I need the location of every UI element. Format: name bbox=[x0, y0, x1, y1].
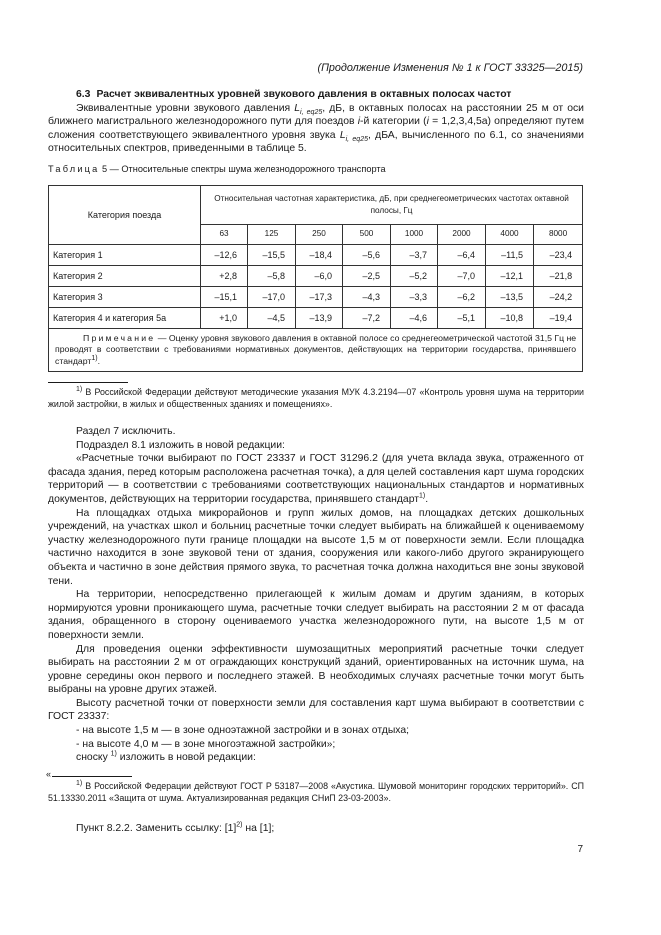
section-6-3 bbox=[48, 88, 584, 156]
section-title: Расчет эквивалентных уровней звукового давления в октавных полосах частот bbox=[96, 89, 512, 100]
header-note: (Продолжение Изменения № 1 к ГОСТ 33325—2015) bbox=[317, 62, 583, 74]
value-cell: –6,4 bbox=[438, 244, 486, 265]
value-cell: –2,5 bbox=[343, 265, 391, 286]
value-cell: –17,0 bbox=[248, 286, 296, 307]
text-run: . bbox=[425, 493, 429, 505]
symbol-subscript: i, eq25 bbox=[300, 108, 323, 116]
value-cell: –5,6 bbox=[343, 244, 391, 265]
value-cell: –13,9 bbox=[296, 307, 343, 328]
list-item: - на высоте 1,5 м — в зоне одноэтажной застройки и в зонах отдыха; bbox=[76, 725, 410, 737]
header-category: Категория поезда bbox=[49, 185, 201, 244]
frequency-cell: 1000 bbox=[391, 224, 438, 244]
text-run: Пункт 8.2.2. Заменить ссылку: [1] bbox=[76, 823, 237, 834]
list-item: - на высоте 4,0 м — в зоне многоэтажной застройки»; bbox=[76, 738, 336, 750]
text-run: изложить в новой редакции: bbox=[116, 752, 256, 764]
value-cell: –7,2 bbox=[343, 307, 391, 328]
paragraph: Для проведения оценки эффективности шумозащитных мероприятий расчетные точки следует выбирать на расстоянии 2 м от ограждающих конструкций зданий, ориентированных на источник шума, на уровне середины окон первого и последнего этажей. В необходимых случаях расчетные точки могут быть выбраны на уровне других этажей. bbox=[48, 643, 584, 696]
note-text: — Оценку уровня звукового давления в октавной полосе со среднегеометрической частотой 31,5 Гц не проводят в соответствии с требованиями нормативных документов, действующих на территории государства, принявшего стандарт bbox=[55, 332, 577, 366]
text-run: «Расчетные точки выбирают по ГОСТ 23337 и ГОСТ 31296.2 (для учета вклада звука, отраженного от фасада здания, перед которым расположена расчетная точка), а для целей составления карт шума городских территорий — в соответствии с требованиями соответствующих национальных стандартов и нормативных документов, действующих на территории государства, принявшего стандарт bbox=[48, 453, 584, 505]
footnote-mark: 1) bbox=[76, 386, 83, 394]
value-cell: –18,4 bbox=[296, 244, 343, 265]
frequency-cell: 63 bbox=[201, 224, 248, 244]
category-cell: Категория 2 bbox=[49, 265, 201, 286]
footnote-ref: 1) bbox=[110, 750, 117, 758]
frequency-cell: 250 bbox=[296, 224, 343, 244]
table-note-row bbox=[49, 328, 583, 372]
category-cell: Категория 1 bbox=[49, 244, 201, 265]
value-cell: –5,2 bbox=[391, 265, 438, 286]
value-cell: +2,8 bbox=[201, 265, 248, 286]
table-caption bbox=[48, 163, 584, 177]
value-cell: –23,4 bbox=[534, 244, 583, 265]
footnote-2 bbox=[48, 780, 584, 804]
value-cell: –4,3 bbox=[343, 286, 391, 307]
paragraph: Раздел 7 исключить. bbox=[76, 426, 176, 437]
table-note bbox=[49, 328, 583, 372]
symbol-L: L bbox=[339, 129, 346, 141]
table-row bbox=[49, 265, 583, 286]
text-run: , дБ, в октавных полосах на расстоянии 25 м от оси ближнего магистрального железнодорожного пути для поездов bbox=[48, 102, 584, 128]
paragraph bbox=[48, 751, 584, 765]
text-run: -й категории ( bbox=[360, 116, 427, 128]
value-cell: –11,5 bbox=[486, 244, 534, 265]
footnote-text: В Российской Федерации действуют ГОСТ Р 53187—2008 «Акустика. Шумовой мониторинг городских территорий». СП 51.13330.2011 «Защита от шума. Актуализированная редакция СНиП 23-03-2003». bbox=[48, 781, 584, 803]
value-cell: –19,4 bbox=[534, 307, 583, 328]
value-cell: –12,1 bbox=[486, 265, 534, 286]
value-cell: –6,2 bbox=[438, 286, 486, 307]
text-run: сноску bbox=[76, 752, 111, 764]
note-label: Примечание bbox=[83, 332, 156, 343]
header-frequency-group: Относительная частотная характеристика, дБ, при среднегеометрических частотах октавной полосы, Гц bbox=[201, 185, 583, 224]
category-cell: Категория 4 и категория 5а bbox=[49, 307, 201, 328]
frequency-cell: 8000 bbox=[534, 224, 583, 244]
value-cell: –4,6 bbox=[391, 307, 438, 328]
value-cell: –24,2 bbox=[534, 286, 583, 307]
value-cell: –12,6 bbox=[201, 244, 248, 265]
paragraph bbox=[48, 452, 584, 506]
value-cell: –5,8 bbox=[248, 265, 296, 286]
footnote-text: В Российской Федерации действуют методические указания МУК 4.3.2194—07 «Контроль уровня шума на территории жилой застройки, в жилых и общественных зданиях и помещениях». bbox=[48, 387, 584, 409]
text-run: . bbox=[97, 355, 101, 366]
open-quote: « bbox=[46, 769, 52, 779]
value-cell: –3,3 bbox=[391, 286, 438, 307]
paragraph: Высоту расчетной точки от поверхности земли для составления карт шума выбирают в соответствии с ГОСТ 23337: bbox=[48, 697, 584, 723]
text-run: Эквивалентные уровни звукового давления bbox=[76, 102, 295, 114]
footnote-ref: 2) bbox=[236, 821, 243, 829]
section-heading bbox=[48, 88, 584, 102]
table-row bbox=[49, 307, 583, 328]
value-cell: –21,8 bbox=[534, 265, 583, 286]
closing-line bbox=[48, 822, 584, 836]
amendment-body bbox=[48, 425, 584, 765]
footnote-mark: 1) bbox=[76, 780, 83, 788]
value-cell: –17,3 bbox=[296, 286, 343, 307]
value-cell: –3,7 bbox=[391, 244, 438, 265]
section-number: 6.3 bbox=[76, 89, 91, 100]
paragraph: На территории, непосредственно прилегающей к жилым домам и другим зданиям, в которых нормируются уровни проникающего шума, расчетные точки следует выбирать на расстоянии 2 м от фасада здания, обращенного в сторону оцениваемого участка железнодорожного пути, на высоте 1,5 м от поверхности земли. bbox=[48, 589, 584, 641]
value-cell: –10,8 bbox=[486, 307, 534, 328]
text-run: , дБА, вычисленного по 6.1, со значениями относительных спектров, приведенными в таблице 5. bbox=[48, 129, 584, 155]
table-row bbox=[49, 244, 583, 265]
frequency-cell: 2000 bbox=[438, 224, 486, 244]
value-cell: –5,1 bbox=[438, 307, 486, 328]
symbol-i: i bbox=[357, 116, 361, 128]
footnote-ref: 1) bbox=[419, 492, 426, 500]
section-paragraph bbox=[48, 102, 584, 156]
table-5-block bbox=[48, 163, 584, 372]
value-cell: –6,0 bbox=[296, 265, 343, 286]
text-run: на [1]; bbox=[242, 823, 275, 834]
value-cell: –4,5 bbox=[248, 307, 296, 328]
symbol-i: i bbox=[426, 116, 429, 128]
paragraph: На площадках отдыха микрорайонов и групп жилых домов, на площадках детских дошкольных учреждений, на участках школ и больниц расчетные точки следует выбирать на ближайшей к оцениваемому участку железнодорожного пути границе площадки на высоте 1,5 м от поверхности земли. Если площадка частично находится в зоне звуковой тени от здания, сооружения или какого-либо другого экранирующего объекта и частично в зоне действия прямого звука, то расчетная точка должна находиться вне зоны звуковой тени. bbox=[48, 507, 584, 587]
symbol-L: L bbox=[294, 102, 301, 114]
category-cell: Категория 3 bbox=[49, 286, 201, 307]
table-row bbox=[49, 286, 583, 307]
spectra-table bbox=[48, 185, 583, 373]
value-cell: –7,0 bbox=[438, 265, 486, 286]
symbol-subscript: i, eq25 bbox=[345, 135, 368, 143]
footnote-divider bbox=[48, 382, 128, 383]
paragraph: Подраздел 8.1 изложить в новой редакции: bbox=[76, 439, 285, 451]
note-footnote-ref: 1) bbox=[91, 354, 98, 362]
value-cell: –15,1 bbox=[201, 286, 248, 307]
text-run: = 1,2,3,4,5а) определяют путем сложения соответствующего эквивалентного уровня звука bbox=[48, 116, 584, 141]
caption-prefix: Таблица bbox=[48, 164, 100, 174]
footnote-1 bbox=[48, 386, 584, 410]
value-cell: –13,5 bbox=[486, 286, 534, 307]
caption-text: 5 — Относительные спектры шума железнодорожного транспорта bbox=[99, 164, 386, 174]
page-number: 7 bbox=[577, 844, 583, 855]
frequency-cell: 4000 bbox=[486, 224, 534, 244]
value-cell: –15,5 bbox=[248, 244, 296, 265]
frequency-cell: 500 bbox=[343, 224, 391, 244]
frequency-cell: 125 bbox=[248, 224, 296, 244]
footnote-divider bbox=[52, 776, 132, 777]
value-cell: +1,0 bbox=[201, 307, 248, 328]
